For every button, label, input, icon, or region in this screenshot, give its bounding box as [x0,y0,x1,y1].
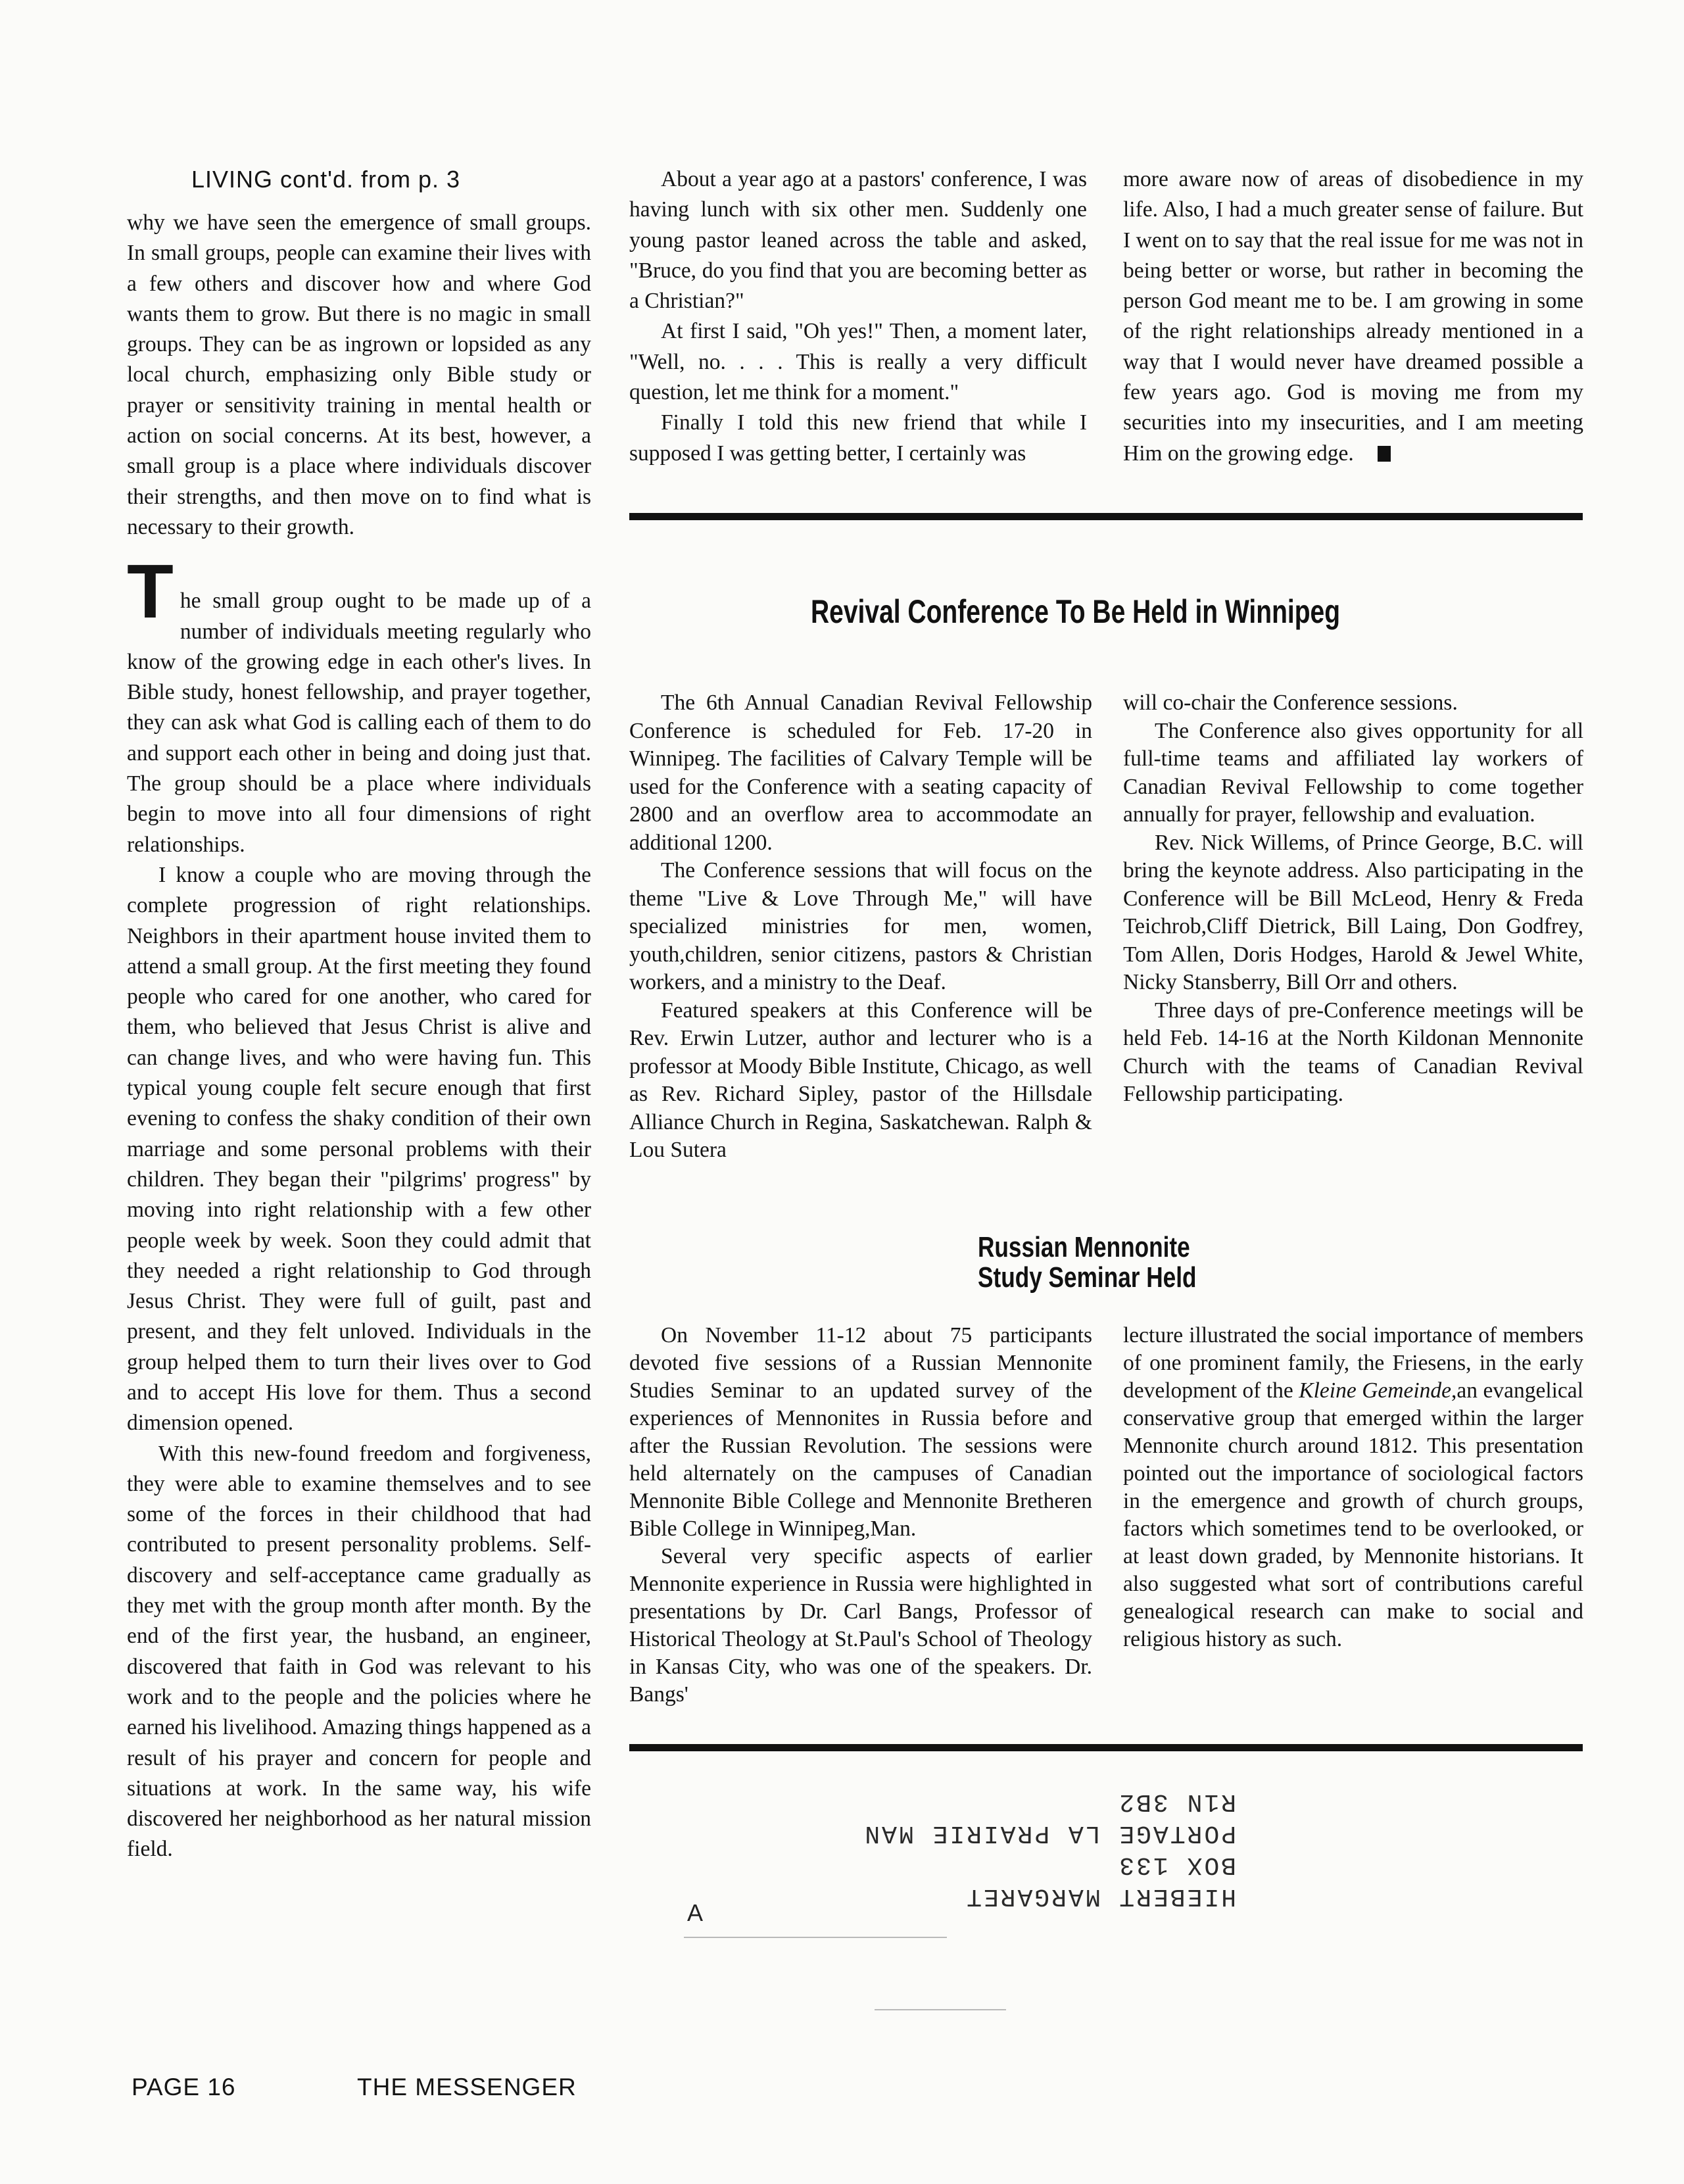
top-middle-paragraph-2: At first I said, "Oh yes!" Then, a moment later, "Well, no. . . . This is really a very difficult question, let me think for a moment." [629,319,1087,405]
top-middle-paragraph-1: About a year ago at a pastors' conference, I was having lunch with six other men. Suddenly one young pastor leaned across the table and asked, "Bruce, do you find that you are becoming better as a Christian?" [629,167,1087,314]
left-paragraph-2: he small group ought to be made up of a number of individuals meeting regularly who know of the growing edge in each other's lives. In Bible study, honest fellowship, and prayer together, they can ask what God is calling each of them to do and support each other in being and doing just that. The group should be a place where individuals begin to move into all four dimensions of right relationships. [127,589,591,857]
mail-line-city: PORTAGE LA PRAIRIE MAN [863,1819,1236,1847]
revival-col1-paragraph-2: The Conference sessions that will focus on the theme "Live & Love Through Me," will have specialized ministries for men, women, youth,children, senior citizens, pastors & Christian workers, and a ministry to the Deaf. [629,858,1092,994]
revival-column-1 [629,689,1092,1165]
left-paragraph-1: why we have seen the emergence of small groups. In small groups, people can examine their lives with a few others and discover how and where God wants them to grow. But there is no magic in small groups. They can be as ingrown or lopsided as any local church, emphasizing only Bible study or prayer or sensitivity training in mental health or action on social concerns. At its best, however, a small group is a place where individuals discover their strengths, and then move on to find what is necessary to their growth. [127,210,591,539]
russian-col1-paragraph-2: Several very specific aspects of earlier Mennonite experience in Russia were highlighted in presentations by Dr. Carl Bangs, Professor of Historical Theology at St.Paul's School of Theology in Kansas City, who was one of the speakers. Dr. Bangs' [629,1544,1092,1707]
revival-col2-paragraph-2: The Conference also gives opportunity for all full-time teams and affiliated lay workers of Canadian Revival Fellowship to come together annually for prayer, fellowship and evaluation. [1123,718,1583,827]
mail-line-postal: R1N 3B2 [1117,1787,1236,1816]
left-paragraph-4: With this new-found freedom and forgiveness, they were able to examine themselves and to see some of the forces in their childhood that had contributed to present personality problems. Self-discovery and self-acceptance came gradually as they met with the group month after month. By the end of the first year, the husband, an engineer, discovered that faith in God was relevant to his work and to the people and the policies where he earned his livelihood. Amazing things happened as a result of his prayer and concern for people and situations at work. In the same way, his wife discovered her neighborhood as her natural mission field. [127,1441,591,1862]
label-smudge-1 [684,1937,947,1938]
end-of-article-mark [1378,446,1391,462]
drop-cap: T [127,548,174,635]
revival-col2-paragraph-1: will co-chair the Conference sessions. [1123,691,1458,715]
russian-column-1 [629,1322,1092,1709]
mail-line-box: BOX 133 [1117,1851,1236,1879]
left-paragraph-3: I know a couple who are moving through the complete progression of right relationships. Neighbors in their apartment house invited them to attend a small group. At the first meeting they found people who cared for one another, who cared for them, who believed that Jesus Christ is alive and can change lives, and who were having fun. This typical young couple felt secure enough that first evening to confess the shaky condition of their own marriage and some personal problems with their children. They began their "pilgrims' progress" by moving into right relationship with a few other people week by week. Soon they could admit that they needed a right relationship to God through Jesus Christ. They were full of guilt, past and present, and they felt unloved. Individuals in the group helped them to turn their lives over to God and to accept His love for them. Thus a second dimension opened. [127,862,591,1436]
top-right-column [1123,164,1583,469]
mailing-label-text [842,1785,1236,1912]
revival-col1-paragraph-3: Featured speakers at this Conference will be Rev. Erwin Lutzer, author and lecturer who is a professor at Moody Bible Institute, Chicago, as well as Rev. Richard Sipley, pastor of the Hillsdale Alliance Church in Regina, Saskatchewan. Ralph & Lou Sutera [629,998,1092,1162]
footer-publication-name: THE MESSENGER [357,2074,577,2100]
revival-col2-paragraph-3: Rev. Nick Willems, of Prince George, B.C. will bring the keynote address. Also participating in the Conference will be Bill McLeod, Henry & Freda Teichrob,Cliff Dietrick, Bill Laing, Don Godfrey, Tom Allen, Doris Hodges, Harold & Jewel White, Nicky Stansberry, Bill Orr and others. [1123,830,1583,994]
revival-col1-paragraph-1: The 6th Annual Canadian Revival Fellowship Conference is scheduled for Feb. 17-20 in Winnipeg. The facilities of Calvary Temple will be used for the Conference with a seating capacity of 2800 and an overflow area to accommodate an additional 1200. [629,691,1092,855]
footer-page-number: PAGE 16 [132,2074,236,2100]
section-rule-top [629,513,1583,520]
revival-column-2 [1123,689,1583,1109]
mailing-code: A [687,1899,704,1926]
revival-headline: Revival Conference To Be Held in Winnipeg [811,593,1341,630]
kleine-gemeinde-italic: Kleine Gemeinde [1299,1378,1451,1403]
drop-cap-paragraph [127,548,591,860]
section-rule-bottom [629,1744,1583,1751]
mailing-label [842,1785,1236,1937]
top-middle-column [629,164,1087,469]
top-middle-paragraph-3: Finally I told this new friend that while I supposed I was getting better, I certainly was [629,410,1087,466]
mail-line-name: HIEBERT MARGARET [965,1882,1236,1910]
left-column [127,164,591,1865]
russian-col2-paragraph: lecture illustrated the social importance of members of one prominent family, the Friesens, in the early development of the Kleine Gemeinde,an evangelical conservative group that emerged within the larger Mennonite church around 1812. This presentation pointed out the importance of sociological factors in the emergence and growth of church groups, factors which sometimes tend to be overlooked, or at least down graded, by Mennonite historians. It also suggested what sort of contributions careful genealogical research can make to social and religious history as such. [1123,1323,1583,1651]
russian-headline-line-2: Study Seminar Held [978,1261,1197,1294]
top-right-paragraph: more aware now of areas of disobedience in my life. Also, I had a much greater sense of failure. But I went on to say that the real issue for me was not in being better or worse, but rather in becoming the person God meant me to be. I am growing in some of the right relationships already mentioned in a way that I would never have dreamed possible a few years ago. God is moving me from my securities into my insecurities, and I am meeting Him on the growing edge. [1123,167,1583,466]
continuation-header: LIVING cont'd. from p. 3 [191,166,461,193]
russian-col1-paragraph-1: On November 11-12 about 75 participants devoted five sessions of a Russian Mennonite Studies Seminar to an updated survey of the experiences of Mennonites in Russia before and after the Russian Revolution. The sessions were held alternately on the campuses of Canadian Mennonite Bible College and Mennonite Bretheren Bible College in Winnipeg,Man. [629,1323,1092,1541]
label-smudge-2 [875,2009,1006,2010]
russian-headline-line-1: Russian Mennonite [978,1231,1190,1263]
russian-column-2 [1123,1322,1583,1653]
revival-col2-paragraph-4: Three days of pre-Conference meetings will be held Feb. 14-16 at the North Kildonan Mennonite Church with the teams of Canadian Revival Fellowship participating. [1123,998,1583,1106]
